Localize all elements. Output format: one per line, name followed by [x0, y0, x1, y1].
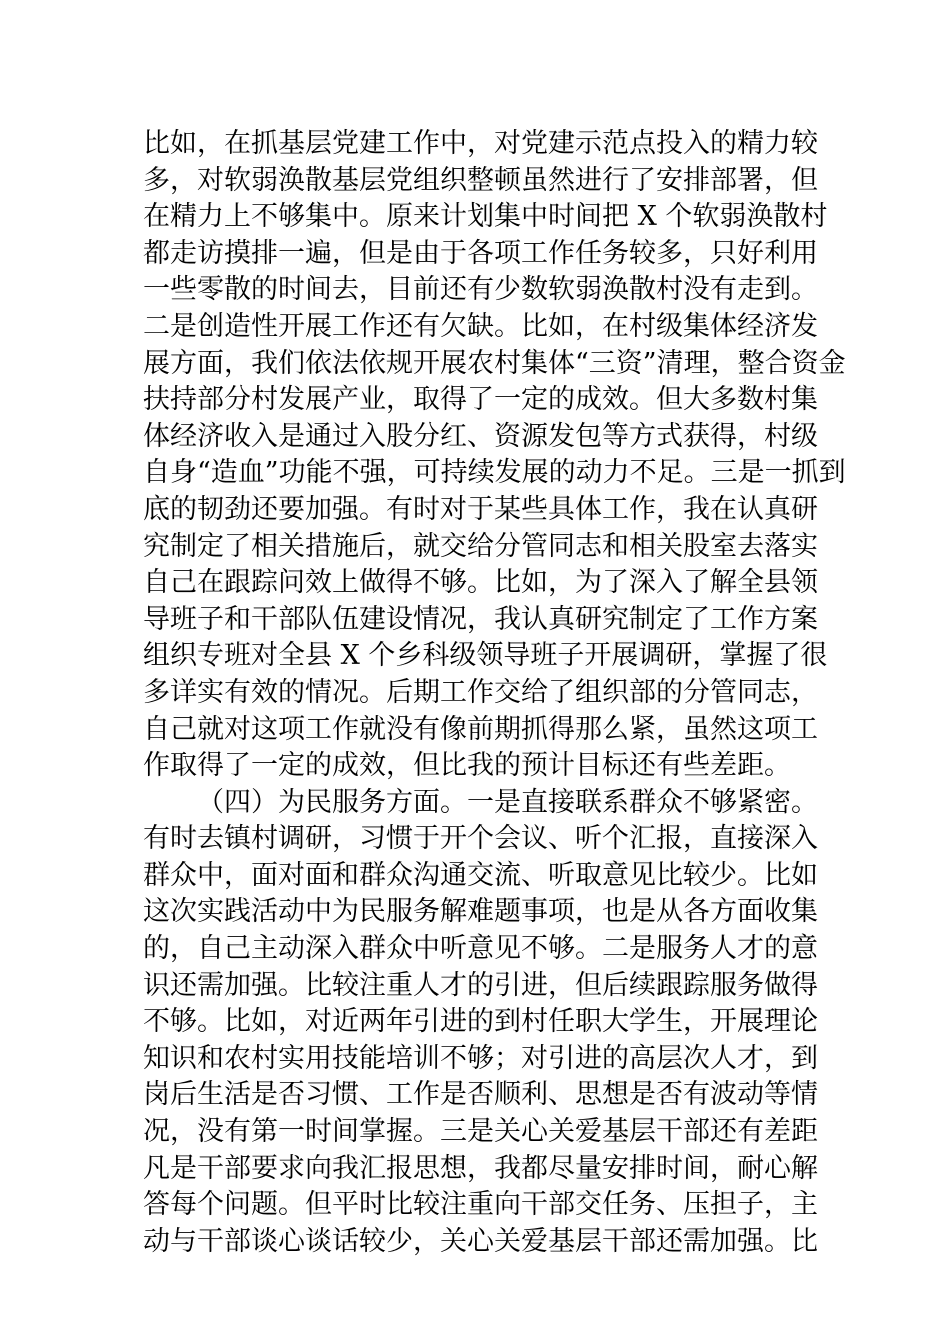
- text-line: 展方面，我们依法依规开展农村集体“三资”清理，整合资金: [143, 347, 846, 379]
- text-line: 识还需加强。比较注重人才的引进，但后续跟踪服务做得: [143, 969, 818, 1001]
- text-line: 多，对软弱涣散基层党组织整顿虽然进行了安排部署，但: [143, 164, 818, 196]
- text-line: 比如，在抓基层党建工作中，对党建示范点投入的精力较: [143, 128, 818, 159]
- text-line: 知识和农村实用技能培训不够；对引进的高层次人才，到: [143, 1042, 818, 1074]
- section-heading-line: （四）为民服务方面。一是直接联系群众不够紧密。: [197, 786, 818, 818]
- text-line: 凡是干部要求向我汇报思想，我都尽量安排时间，耐心解: [143, 1152, 818, 1184]
- text-line: 究制定了相关措施后，就交给分管同志和相关股室去落实: [143, 530, 818, 562]
- text-line: 底的韧劲还要加强。有时对于某些具体工作，我在认真研: [143, 493, 818, 525]
- text-line: 扶持部分村发展产业，取得了一定的成效。但大多数村集: [143, 384, 818, 416]
- text-line: 作取得了一定的成效，但比我的预计目标还有些差距。: [143, 750, 791, 782]
- text-line: 自身“造血”功能不强，可持续发展的动力不足。三是一抓到: [143, 457, 846, 489]
- body-text: [143, 126, 846, 1260]
- text-line: 多详实有效的情况。后期工作交给了组织部的分管同志，: [143, 676, 818, 708]
- text-line: 岗后生活是否习惯、工作是否顺利、思想是否有波动等情: [143, 1079, 818, 1111]
- text-line: 二是创造性开展工作还有欠缺。比如，在村级集体经济发: [143, 310, 818, 342]
- text-line: 都走访摸排一遍，但是由于各项工作任务较多，只好利用: [143, 237, 818, 269]
- text-line: 况，没有第一时间掌握。三是关心关爱基层干部还有差距: [143, 1116, 818, 1148]
- text-line: 导班子和干部队伍建设情况，我认真研究制定了工作方案: [143, 603, 818, 635]
- text-line: 不够。比如，对近两年引进的到村任职大学生，开展理论: [143, 1006, 818, 1038]
- text-line: 一些零散的时间去，目前还有少数软弱涣散村没有走到。: [143, 274, 818, 306]
- text-line: 群众中，面对面和群众沟通交流、听取意见比较少。比如: [143, 859, 818, 891]
- text-line: 在精力上不够集中。原来计划集中时间把 X 个软弱涣散村: [143, 201, 828, 233]
- text-line: 有时去镇村调研，习惯于开个会议、听个汇报，直接深入: [143, 823, 818, 855]
- text-line: 动与干部谈心谈话较少，关心关爱基层干部还需加强。比: [143, 1225, 818, 1257]
- text-line: 答每个问题。但平时比较注重向干部交任务、压担子，主: [143, 1189, 818, 1221]
- text-line: 的，自己主动深入群众中听意见不够。二是服务人才的意: [143, 933, 818, 965]
- text-line: 组织专班对全县 X 个乡科级领导班子开展调研，掌握了很: [143, 640, 828, 672]
- text-line: 自己在跟踪问效上做得不够。比如，为了深入了解全县领: [143, 567, 818, 599]
- text-line: 体经济收入是通过入股分红、资源发包等方式获得，村级: [143, 420, 818, 452]
- text-line: 这次实践活动中为民服务解难题事项，也是从各方面收集: [143, 896, 818, 928]
- text-line: 自己就对这项工作就没有像前期抓得那么紧，虽然这项工: [143, 713, 818, 745]
